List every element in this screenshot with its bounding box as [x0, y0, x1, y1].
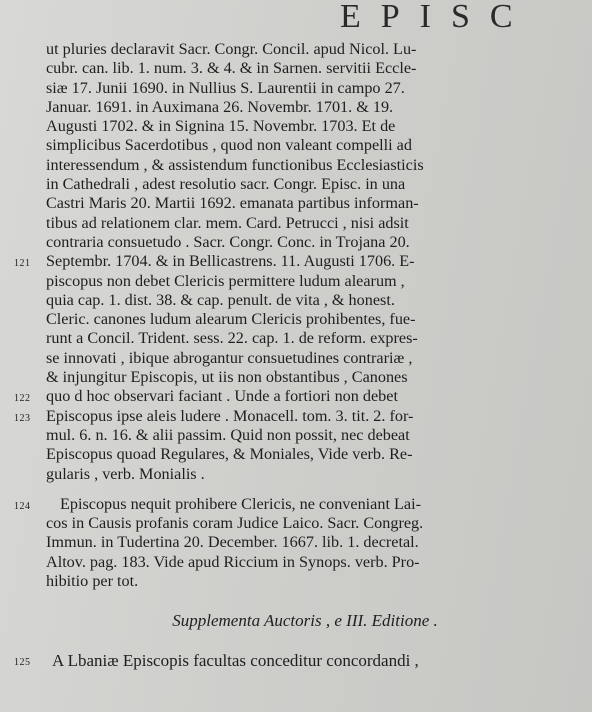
paragraph-gap — [0, 484, 592, 495]
text-line: hibitio per tot. — [46, 572, 139, 591]
text-line: ut pluries declaravit Sacr. Congr. Concil. apud Nicol. Lu- — [46, 40, 417, 58]
text-line: cos in Causis profanis coram Judice Laico. Sacr. Congreg. — [46, 514, 424, 533]
section-gap — [0, 591, 592, 601]
text-line: 121 Septembr. 1704. & in Bellicastrens. 11. Augusti 1706. E- — [0, 252, 592, 271]
text-line: runt a Concil. Trident. sess. 22. cap. 1. de reform. expres- — [46, 329, 418, 348]
text-line: & injungitur Episcopis, ut iis non obstantibus , Canones — [46, 368, 408, 387]
text-line: contraria consuetudo . Sacr. Congr. Conc. in Trojana 20. — [46, 232, 410, 251]
text-line: Augusti 1702. & in Signina 15. Novembr. 1703. Et de — [46, 117, 396, 136]
text-line: Castri Maris 20. Martii 1692. emanata partibus informan- — [46, 194, 419, 213]
text-line: tibus ad relationem clar. mem. Card. Petrucci , nisi adsit — [46, 213, 409, 232]
text-line: piscopus non debet Clericis permittere ludum alearum , — [46, 271, 405, 290]
text-line: Altov. pag. 183. Vide apud Riccium in Synops. verb. Pro- — [46, 552, 420, 571]
text-line: Januar. 1691. in Auximana 26. Novembr. 1701. & 19. — [46, 97, 394, 116]
marginal-number: 121 — [14, 258, 31, 270]
text-line: cubr. can. lib. 1. num. 3. & 4. & in Sarnen. servitii Eccle- — [46, 59, 417, 78]
marginal-number: 125 — [14, 657, 31, 669]
running-header: EPISC — [340, 0, 533, 35]
text-line: 123 Episcopus ipse aleis ludere . Monacell. tom. 3. tit. 2. for- — [0, 407, 592, 426]
section-heading: Supplementa Auctoris , e III. Editione . — [172, 611, 438, 631]
text-line: 122 quo d hoc observari faciant . Unde a fortiori non debet — [0, 387, 592, 406]
text-line: 125 A Lbaniæ Episcopis facultas conceditur concordandi , — [0, 651, 592, 670]
text-line: quia cap. 1. dist. 38. & cap. penult. de vita , & honest. — [46, 290, 395, 309]
text-line: in Cathedrali , adest resolutio sacr. Congr. Episc. in una — [46, 175, 406, 194]
text-line: mul. 6. n. 16. & alii passim. Quid non possit, nec debeat — [46, 425, 410, 444]
text-line: interessendum , & assistendum functionibus Ecclesiasticis — [46, 155, 424, 174]
text-line: se innovati , ibique abrogantur consuetudines contrariæ , — [46, 348, 413, 367]
section-gap — [0, 641, 592, 651]
text-line: Cleric. canones ludum alearum Clericis prohibentes, fue- — [46, 310, 416, 329]
marginal-number: 123 — [14, 412, 31, 424]
marginal-number: 124 — [14, 500, 31, 512]
text-line: simplicibus Sacerdotibus , quod non valeant compelli ad — [46, 136, 412, 155]
text-line: Immun. in Tudertina 20. December. 1667. lib. 1. decretal. — [46, 533, 419, 552]
text-line: 124 Episcopus nequit prohibere Clericis, ne conveniant Lai- — [0, 495, 592, 514]
marginal-number: 122 — [14, 393, 31, 405]
text-line: siæ 17. Junii 1690. in Nullius S. Laurentii in campo 27. — [46, 78, 405, 97]
text-line: Episcopus quoad Regulares, & Moniales, Vide verb. Re- — [46, 445, 413, 464]
text-line: gularis , verb. Monialis . — [46, 464, 205, 483]
body-text — [0, 40, 592, 671]
